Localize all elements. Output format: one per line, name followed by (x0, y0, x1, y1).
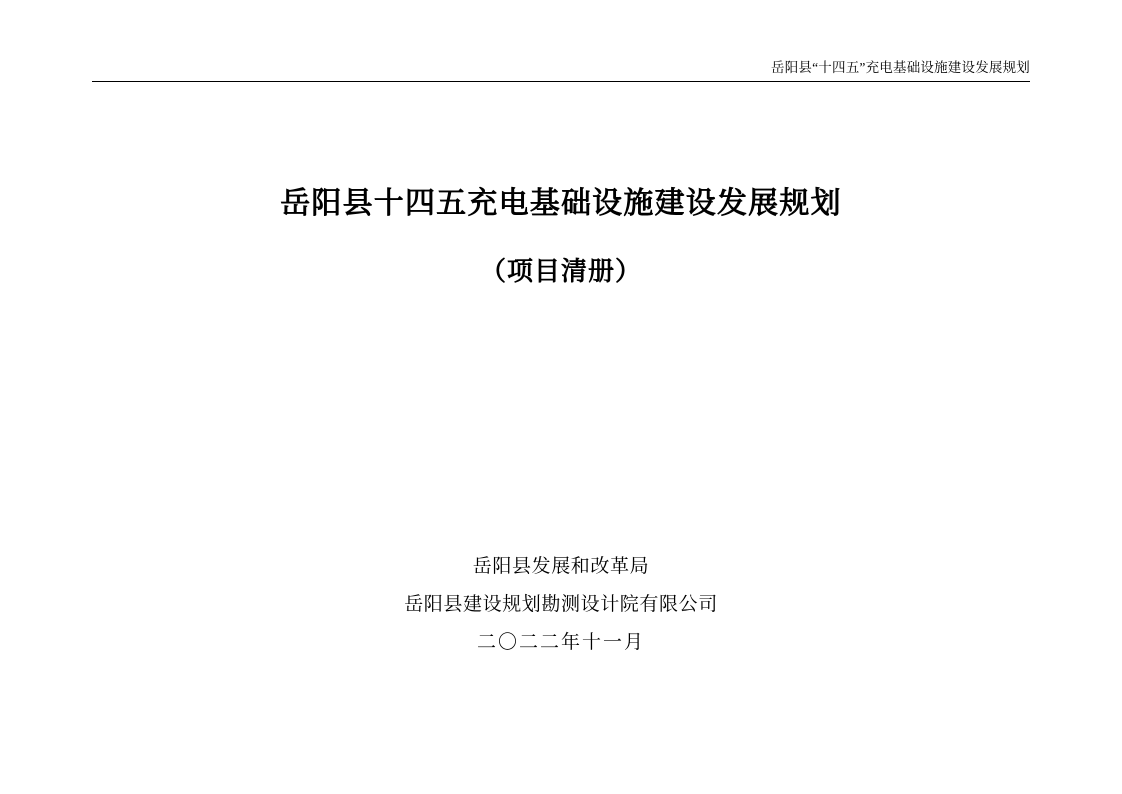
issue-date: 二〇二二年十一月 (476, 632, 645, 653)
title-block (0, 182, 1122, 292)
page-running-header (92, 52, 1030, 82)
page-subtitle: （项目清册） (479, 257, 642, 286)
page-title: 岳阳县十四五充电基础设施建设发展规划 (280, 187, 842, 220)
issuer-company: 岳阳县建设规划勘测设计院有限公司 (404, 594, 718, 615)
issuer-block (0, 548, 1122, 662)
issuer-authority: 岳阳县发展和改革局 (472, 556, 650, 577)
running-header-text: 岳阳县“十四五”充电基础设施建设发展规划 (771, 60, 1030, 75)
